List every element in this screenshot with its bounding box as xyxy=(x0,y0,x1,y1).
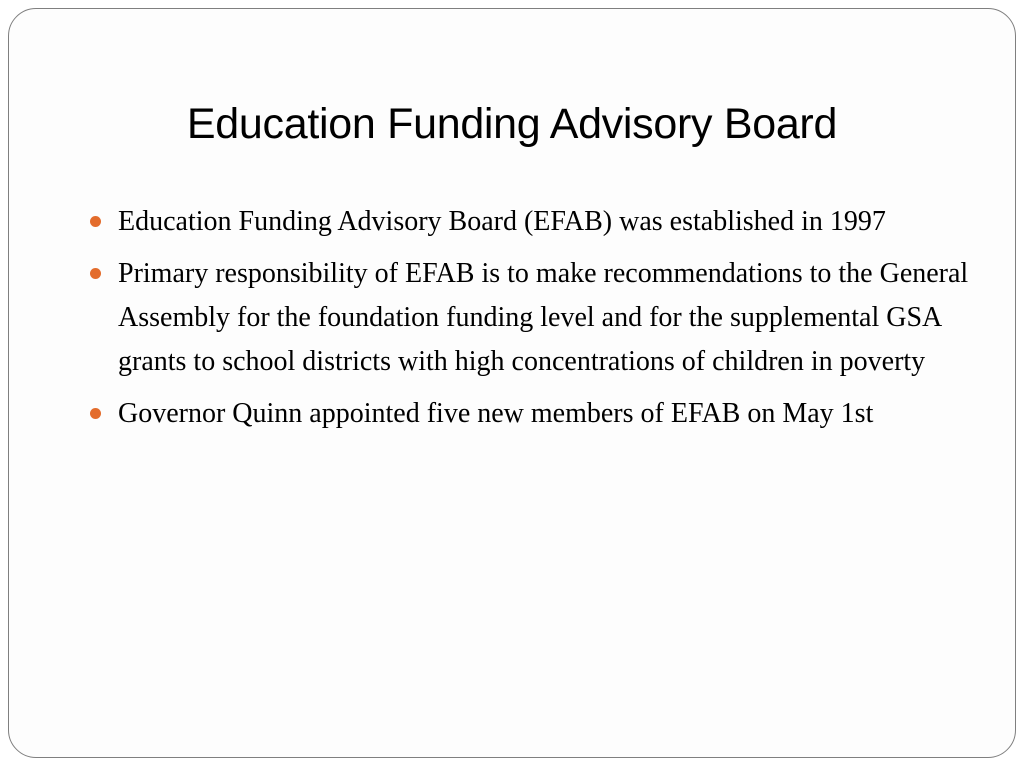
bullet-text: Primary responsibility of EFAB is to make recommendations to the General Assembly for the foundation funding level and for the supplemental GSA grants to school districts with high concentrations of children in poverty xyxy=(118,258,969,377)
bullet-item-appointments xyxy=(88,392,978,436)
bullet-item-responsibility xyxy=(88,252,978,384)
bullet-dot-icon xyxy=(90,216,101,227)
bullet-list xyxy=(88,200,978,444)
bullet-dot-icon xyxy=(90,408,101,419)
bullet-dot-icon xyxy=(90,268,101,279)
bullet-text: Education Funding Advisory Board (EFAB) was established in 1997 xyxy=(118,206,886,237)
bullet-item-established xyxy=(88,200,978,244)
slide-title: Education Funding Advisory Board xyxy=(186,100,838,148)
bullet-text: Governor Quinn appointed five new members of EFAB on May 1st xyxy=(118,398,874,429)
